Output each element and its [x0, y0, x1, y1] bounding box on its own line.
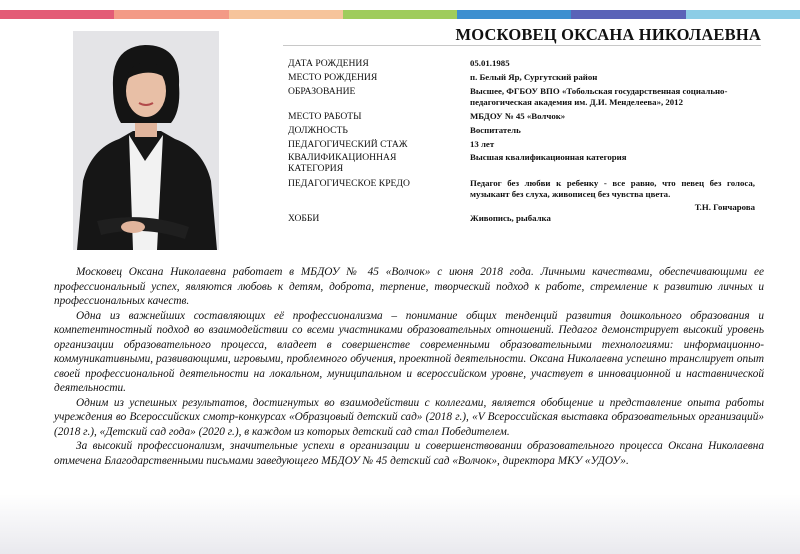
- credo-author: Т.Н. Гончарова: [694, 202, 755, 212]
- portrait-illustration: [73, 31, 219, 250]
- bio-paragraph: Московец Оксана Николаевна работает в МБДОУ № 45 «Волчок» с июня 2018 года. Личными качествами, обеспечивающими ее профессиональный успех, являются любовь к детям, доброта, терпение, творческий подход к работе, стремление к развитию личных и профессиональных качеств.: [54, 266, 764, 307]
- bio-paragraph: Одним из успешных результатов, достигнутых во взаимодействии с коллегами, является обобщение и представление опыта работы учреждения во Всероссийских смотр-конкурсах «Образцовый детский сад» (2018 г.), «V Всероссийская выставка образовательных организаций» (2018 г.), «Детский сад года» (2020 г.), в каждом из которых детский сад стал Победителем.: [54, 396, 764, 438]
- field-label: ДАТА РОЖДЕНИЯ: [288, 58, 369, 69]
- field-value: МБДОУ № 45 «Волчок»: [470, 111, 566, 121]
- stripe-segment: [343, 10, 457, 19]
- bio-paragraph: За высокий профессионализм, значительные успехи в организации и совершенствовании образовательного процесса Оксана Николаевна отмечена Благодарственными письмами заведующего МБДОУ № 45 детский сад «Волчок», директора МКУ «УДОУ».: [54, 440, 764, 467]
- field-label: ХОББИ: [288, 213, 320, 224]
- stripe-segment: [0, 10, 114, 19]
- field-label: ПЕДАГОГИЧЕСКИЙ СТАЖ: [288, 139, 408, 150]
- field-label: ПЕДАГОГИЧЕСКОЕ КРЕДО: [288, 178, 410, 189]
- stripe-segment: [686, 10, 800, 19]
- field-value: 13 лет: [470, 139, 495, 149]
- field-label: КВАЛИФИКАЦИОННАЯ КАТЕГОРИЯ: [288, 152, 397, 174]
- decorative-color-stripe: [0, 10, 800, 19]
- credo-quote: Педагог без любви к ребенку - все равно, что певец без голоса, музыкант без слуха, живописец без чувства цвета.: [470, 178, 755, 199]
- field-value: Высшая квалификационная категория: [470, 152, 627, 162]
- field-value: п. Белый Яр, Сургутский район: [470, 72, 598, 82]
- stripe-segment: [114, 10, 228, 19]
- field-value: 05.01.1985: [470, 58, 510, 68]
- stripe-segment: [571, 10, 685, 19]
- field-label: ДОЛЖНОСТЬ: [288, 125, 348, 136]
- portrait-photo: [73, 31, 219, 250]
- bio-paragraph: Одна из важнейших составляющих её профессионализма – понимание общих тенденций развития дошкольного образования и компетентностный подход во взаимодействии со всеми участниками образовательных отношений. Педагог демонстрирует высокий уровень организации образовательного процесса, владеет в совершенстве современными образовательными технологиями: информационно-коммуникативными, развивающими, игровыми, проблемного обучения, проектной деятельности. Оксана Николаевна успешно транслирует опыт своей профессиональной деятельности на локальном, муниципальном и всероссийском уровне, участвует в инновационной и наставнической деятельности.: [54, 309, 764, 394]
- field-value: Высшее, ФГБОУ ВПО «Тобольская государственная социально-педагогическая академия им. Д.И. Менделеева», 2012: [470, 86, 728, 107]
- field-value: Живопись, рыбалка: [470, 213, 551, 223]
- biography-text: [54, 265, 764, 468]
- field-value: [470, 178, 755, 213]
- person-name: МОСКОВЕЦ ОКСАНА НИКОЛАЕВНА: [455, 25, 761, 44]
- stripe-segment: [457, 10, 571, 19]
- stripe-segment: [229, 10, 343, 19]
- divider: [283, 45, 761, 46]
- field-value: Воспитатель: [470, 125, 521, 135]
- footer-gradient: [0, 494, 800, 554]
- field-label: МЕСТО РОЖДЕНИЯ: [288, 72, 378, 83]
- field-label: МЕСТО РАБОТЫ: [288, 111, 362, 122]
- field-label: ОБРАЗОВАНИЕ: [288, 86, 356, 97]
